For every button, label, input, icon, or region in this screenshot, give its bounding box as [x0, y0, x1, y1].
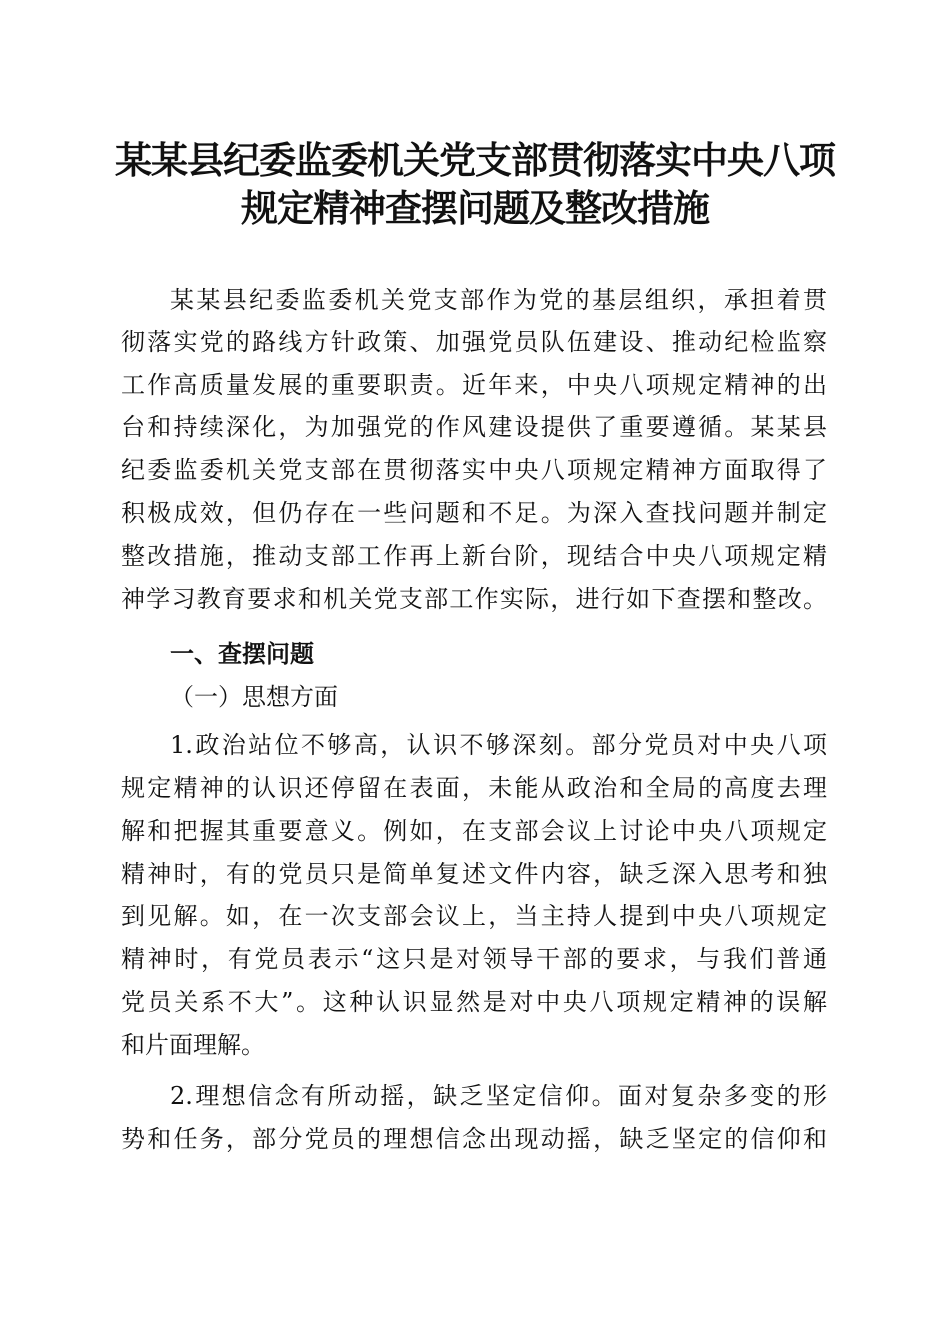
- intro-paragraph-line: 神学习教育要求和机关党支部工作实际，进行如下查摆和整改。: [121, 585, 827, 613]
- document-title-line-2: 规定精神查摆问题及整改措施: [241, 186, 709, 230]
- item-1-line: 规定精神的认识还停留在表面，未能从政治和全局的高度去理: [121, 774, 827, 802]
- item-1-line: 1.政治站位不够高，认识不够深刻。部分党员对中央八项: [170, 731, 827, 759]
- intro-paragraph-line: 彻落实党的路线方针政策、加强党员队伍建设、推动纪检监察: [121, 328, 827, 356]
- intro-paragraph-line: 整改措施，推动支部工作再上新台阶，现结合中央八项规定精: [121, 542, 827, 570]
- intro-paragraph-line: 某某县纪委监委机关党支部作为党的基层组织，承担着贯: [170, 286, 827, 314]
- intro-paragraph-line: 工作高质量发展的重要职责。近年来，中央八项规定精神的出: [121, 371, 827, 399]
- item-1-line: 党员关系不大”。这种认识显然是对中央八项规定精神的误解: [121, 988, 827, 1016]
- document-title-line-1: 某某县纪委监委机关党支部贯彻落实中央八项: [115, 138, 835, 182]
- intro-paragraph-line: 积极成效，但仍存在一些问题和不足。为深入查找问题并制定: [121, 499, 827, 527]
- item-1-line: 解和把握其重要意义。例如，在支部会议上讨论中央八项规定: [121, 817, 827, 845]
- item-2-line: 势和任务，部分党员的理想信念出现动摇，缺乏坚定的信仰和: [121, 1125, 827, 1153]
- intro-paragraph-line: 纪委监委机关党支部在贯彻落实中央八项规定精神方面取得了: [121, 456, 827, 484]
- item-1-line: 精神时，有党员表示“这只是对领导干部的要求，与我们普通: [121, 945, 827, 973]
- section-heading: 一、查摆问题: [170, 640, 314, 668]
- item-1-line: 和片面理解。: [121, 1031, 265, 1059]
- item-2-line: 2.理想信念有所动摇，缺乏坚定信仰。面对复杂多变的形: [170, 1082, 827, 1110]
- item-1-line: 到见解。如，在一次支部会议上，当主持人提到中央八项规定: [121, 902, 827, 930]
- intro-paragraph-line: 台和持续深化，为加强党的作风建设提供了重要遵循。某某县: [121, 413, 827, 441]
- item-1-line: 精神时，有的党员只是简单复述文件内容，缺乏深入思考和独: [121, 860, 827, 888]
- subsection-heading: （一）思想方面: [170, 683, 338, 711]
